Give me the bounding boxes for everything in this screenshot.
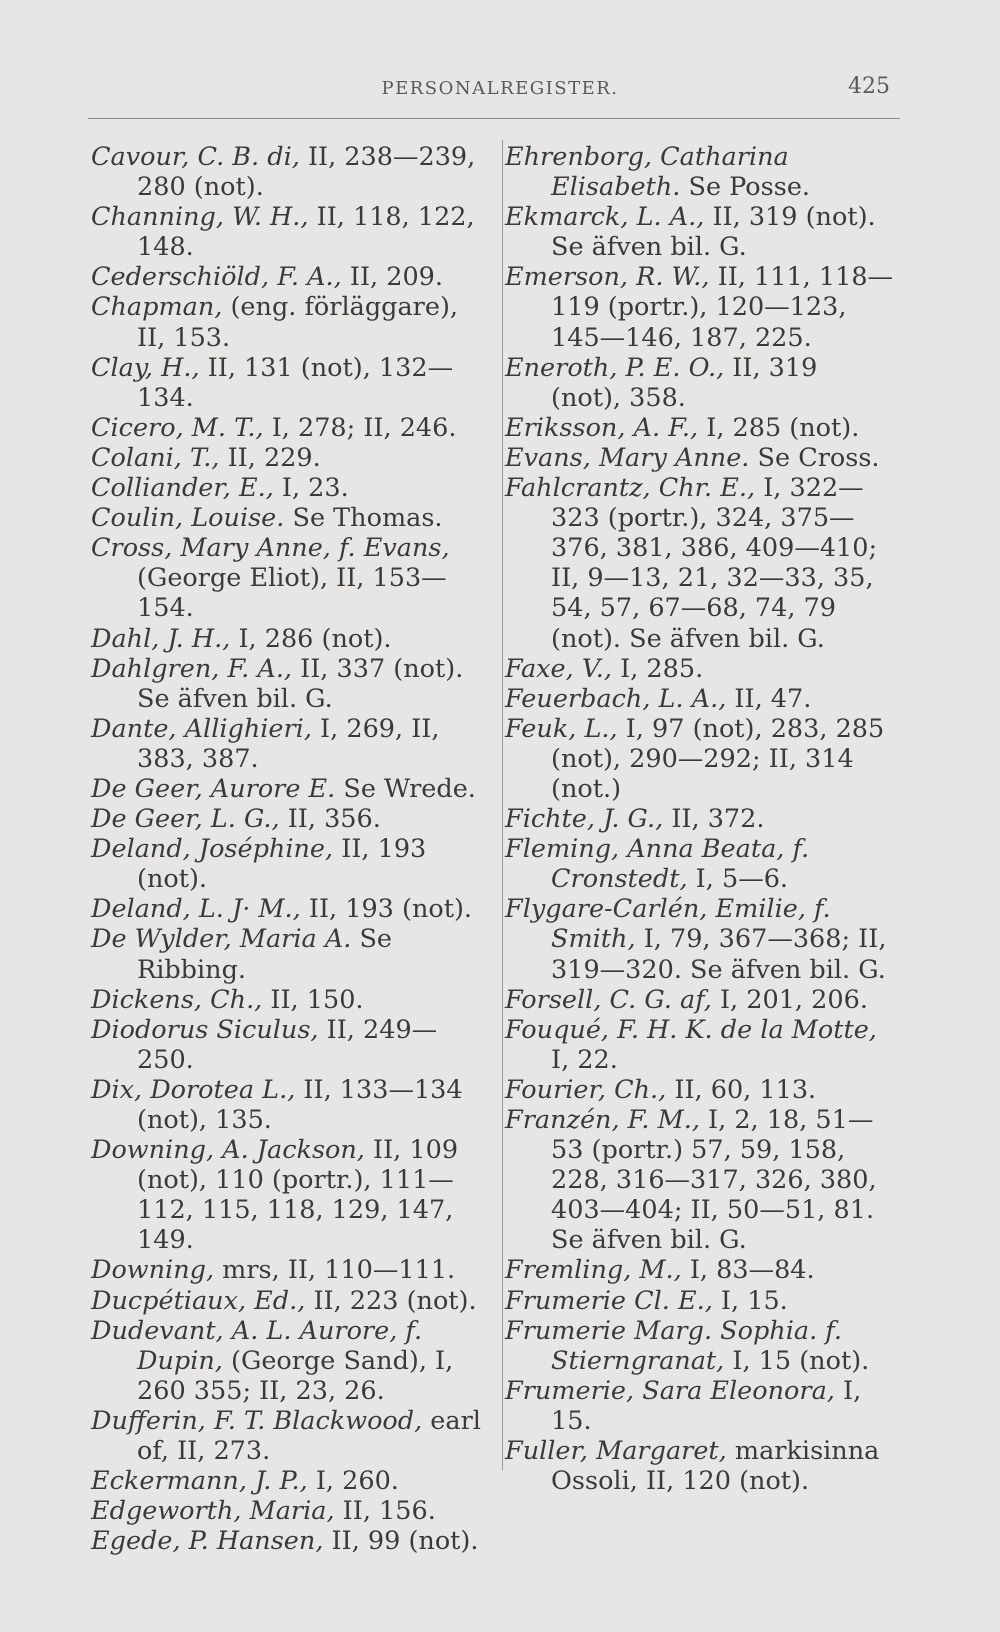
entry-name: Dahlgren, F. A., <box>91 653 293 684</box>
entry-name: De Geer, Aurore E. <box>91 773 336 804</box>
entry-name: Emerson, R. W., <box>505 262 710 293</box>
entry-name: Dickens, Ch., <box>91 984 263 1015</box>
entry-references: II, 47. <box>726 683 812 714</box>
entry-name: Cicero, M. T., <box>91 412 264 443</box>
index-entry <box>505 1436 895 1496</box>
index-entry <box>505 1286 895 1316</box>
entry-name: Flygare-Carlén, Emilie, f. Smith, <box>505 894 831 955</box>
index-entry <box>505 684 895 714</box>
entry-references: II, 319 (not). Se äfven bil. G. <box>551 202 876 263</box>
index-entry <box>505 1105 895 1255</box>
entry-name: Fichte, J. G., <box>505 804 664 835</box>
index-entry <box>91 1135 481 1255</box>
entry-references: II, 133—134 (not), 135. <box>137 1074 463 1135</box>
index-entry <box>91 654 481 714</box>
index-entry <box>91 473 481 503</box>
entry-references: II, 156. <box>334 1496 436 1527</box>
entry-references: II, 209. <box>341 262 444 293</box>
entry-references: I, 322—323 (portr.), 324, 375—376, 381, 386, 409—410; II, 9—13, 21, 32—33, 35, 54, 57, 67—68, 74, 79 (not). Se äfven bil. G. <box>551 473 878 654</box>
index-entry <box>505 142 895 202</box>
index-entry <box>91 202 481 262</box>
entry-name: Chapman, <box>91 292 223 323</box>
entry-references: II, 150. <box>262 984 364 1015</box>
index-entry <box>505 1075 895 1105</box>
column-divider <box>502 140 503 1470</box>
index-entry <box>505 714 895 804</box>
entry-name: Dudevant, A. L. Aurore, f. Dupin, <box>91 1315 423 1376</box>
entry-references: mrs, II, 110—111. <box>214 1255 456 1286</box>
entry-references: I, 201, 206. <box>711 984 868 1015</box>
entry-references: II, 238—239, 280 (not). <box>137 142 476 203</box>
index-entry <box>505 1255 895 1285</box>
left-column <box>91 142 481 1556</box>
entry-name: Frumerie, Sara Eleonora, <box>505 1375 835 1406</box>
index-entry <box>505 654 895 684</box>
entry-references: II, 249—250. <box>137 1014 438 1075</box>
entry-name: Edgeworth, Maria, <box>91 1496 335 1527</box>
index-entry <box>91 443 481 473</box>
entry-name: Dante, Allighieri, <box>91 713 312 744</box>
entry-name: Deland, Joséphine, <box>91 834 334 865</box>
index-entry <box>91 985 481 1015</box>
index-entry <box>91 142 481 202</box>
entry-references: (eng. förläggare), II, 153. <box>137 292 459 353</box>
index-entry <box>505 202 895 262</box>
index-entry <box>505 1316 895 1376</box>
index-entry <box>505 413 895 443</box>
entry-name: De Wylder, Maria A. <box>91 924 352 955</box>
entry-references: (George Sand), I, 260 355; II, 23, 26. <box>137 1345 454 1406</box>
entry-name: Feuerbach, L. A., <box>505 683 727 714</box>
entry-references: II, 118, 122, 148. <box>137 202 475 263</box>
entry-name: Feuk, L., <box>505 713 618 744</box>
entry-name: Coulin, Louise. <box>91 503 285 534</box>
entry-references: earl of, II, 273. <box>137 1405 481 1467</box>
entry-name: Dahl, J. H., <box>91 623 231 654</box>
entry-name: Colani, T., <box>91 442 220 473</box>
entry-name: Eckermann, J. P., <box>91 1466 308 1497</box>
entry-name: Fouqué, F. H. K. de la Motte, <box>505 1014 877 1045</box>
index-entry <box>91 1466 481 1496</box>
entry-name: Clay, H., <box>91 352 200 383</box>
index-entry <box>505 1015 895 1075</box>
index-entry <box>505 1376 895 1436</box>
entry-references: I, 2, 18, 51—53 (portr.) 57, 59, 158, 228, 316—317, 326, 380, 403—404; II, 50—51, 81. Se äfven bil. G. <box>551 1105 877 1256</box>
entry-name: Downing, <box>91 1255 215 1286</box>
index-entry <box>505 894 895 984</box>
entry-references: I, 15 (not). <box>724 1345 870 1376</box>
index-entry <box>91 413 481 443</box>
entry-references: I, 5—6. <box>687 864 789 895</box>
entry-references: II, 131 (not), 132—134. <box>137 352 454 413</box>
entry-name: Downing, A. Jackson, <box>91 1135 365 1166</box>
entry-name: De Geer, L. G., <box>91 804 280 835</box>
entry-name: Eneroth, P. E. O., <box>505 352 725 383</box>
entry-references: (George Eliot), II, 153—154. <box>137 563 447 624</box>
index-entry <box>505 443 895 473</box>
entry-references: I, 15. <box>551 1375 862 1436</box>
entry-references: I, 22. <box>551 1044 618 1075</box>
entry-references: Se Ribbing. <box>137 924 393 985</box>
entry-references: II, 60, 113. <box>666 1074 817 1105</box>
entry-name: Fleming, Anna Beata, f. Cronstedt, <box>505 834 810 895</box>
entry-name: Frumerie Cl. E., <box>505 1285 713 1316</box>
entry-name: Cederschiöld, F. A., <box>91 262 342 293</box>
index-entry <box>505 834 895 894</box>
entry-references: II, 372. <box>663 804 765 835</box>
index-entry <box>91 1526 481 1556</box>
index-entry <box>91 533 481 623</box>
entry-references: II, 356. <box>279 804 381 835</box>
index-entry <box>91 262 481 292</box>
entry-references: I, 278; II, 246. <box>263 412 457 443</box>
page-number: 425 <box>848 74 890 99</box>
entry-references: II, 193 (not). <box>137 834 427 895</box>
entry-name: Channing, W. H., <box>91 202 309 233</box>
entry-references: II, 109 (not), 110 (portr.), 111—112, 115, 118, 129, 147, 149. <box>137 1135 459 1256</box>
index-entry <box>91 503 481 533</box>
index-entry <box>91 1316 481 1406</box>
entry-references: I, 97 (not), 283, 285 (not), 290—292; II, 314 (not.) <box>551 713 885 804</box>
entry-references: I, 285. <box>612 653 704 684</box>
entry-name: Eriksson, A. F., <box>505 412 699 443</box>
entry-references: I, 79, 367—368; II, 319—320. Se äfven bil. G. <box>551 924 887 985</box>
entry-name: Fahlcrantz, Chr. E., <box>505 473 756 504</box>
index-entry <box>91 924 481 984</box>
entry-references: Se Thomas. <box>284 503 443 534</box>
entry-references: I, 286 (not). <box>230 623 392 654</box>
entry-name: Egede, P. Hansen, <box>91 1526 324 1557</box>
entry-references: I, 23. <box>273 473 349 504</box>
entry-references: markisinna Ossoli, II, 120 (not). <box>551 1436 880 1497</box>
index-entry <box>91 624 481 654</box>
index-entry <box>505 353 895 413</box>
entry-references: I, 269, II, 383, 387. <box>137 713 440 774</box>
entry-name: Forsell, C. G. af, <box>505 984 712 1015</box>
index-entry <box>91 1015 481 1075</box>
entry-name: Dufferin, F. T. Blackwood, <box>91 1405 423 1436</box>
index-entry <box>505 262 895 352</box>
index-entry <box>91 894 481 924</box>
entry-references: II, 337 (not). Se äfven bil. G. <box>137 653 464 714</box>
index-entry <box>91 1255 481 1285</box>
index-entry <box>91 774 481 804</box>
entry-references: II, 229. <box>219 442 321 473</box>
entry-references: I, 285 (not). <box>698 412 860 443</box>
entry-name: Diodorus Siculus, <box>91 1014 319 1045</box>
entry-name: Faxe, V., <box>505 653 613 684</box>
entry-references: I, 260. <box>307 1466 399 1497</box>
header-rule <box>88 118 900 119</box>
entry-references: II, 193 (not). <box>300 894 473 925</box>
entry-name: Ekmarck, L. A., <box>505 202 705 233</box>
index-entry <box>91 1496 481 1526</box>
running-title: PERSONALREGISTER. <box>381 78 619 99</box>
entry-name: Evans, Mary Anne. <box>505 442 750 473</box>
right-column <box>505 142 895 1496</box>
entry-references: I, 83—84. <box>681 1255 815 1286</box>
entry-name: Ducpétiaux, Ed., <box>91 1285 306 1316</box>
entry-name: Frumerie Marg. Sophia. f. Stierngranat, <box>505 1315 842 1376</box>
entry-references: II, 99 (not). <box>323 1526 479 1557</box>
index-entry <box>505 804 895 834</box>
entry-name: Colliander, E., <box>91 473 274 504</box>
entry-name: Cavour, C. B. di, <box>91 142 300 172</box>
index-entry <box>91 292 481 352</box>
index-entry <box>91 804 481 834</box>
index-entry <box>91 1286 481 1316</box>
entry-name: Deland, L. J· M., <box>91 894 301 925</box>
index-entry <box>91 1075 481 1135</box>
index-entry <box>91 834 481 894</box>
entry-references: II, 111, 118—119 (portr.), 120—123, 145—146, 187, 225. <box>551 262 894 353</box>
index-entry <box>505 985 895 1015</box>
entry-references: Se Wrede. <box>335 773 476 804</box>
entry-name: Cross, Mary Anne, f. Evans, <box>91 533 450 564</box>
entry-references: Se Posse. <box>680 172 811 203</box>
entry-name: Franzén, F. M., <box>505 1105 700 1135</box>
entry-name: Dix, Dorotea L., <box>91 1074 296 1105</box>
index-entry <box>91 353 481 413</box>
entry-references: II, 319 (not), 358. <box>551 352 818 413</box>
entry-references: II, 223 (not). <box>305 1285 477 1316</box>
entry-name: Ehrenborg, Catharina Elisabeth. <box>505 142 789 203</box>
entry-name: Fremling, M., <box>505 1255 682 1286</box>
index-entry <box>505 473 895 654</box>
entry-name: Fourier, Ch., <box>505 1074 667 1105</box>
index-entry <box>91 714 481 774</box>
entry-references: I, 15. <box>712 1285 788 1316</box>
entry-name: Fuller, Margaret, <box>505 1436 727 1467</box>
entry-references: Se Cross. <box>749 442 880 473</box>
index-entry <box>91 1406 481 1466</box>
